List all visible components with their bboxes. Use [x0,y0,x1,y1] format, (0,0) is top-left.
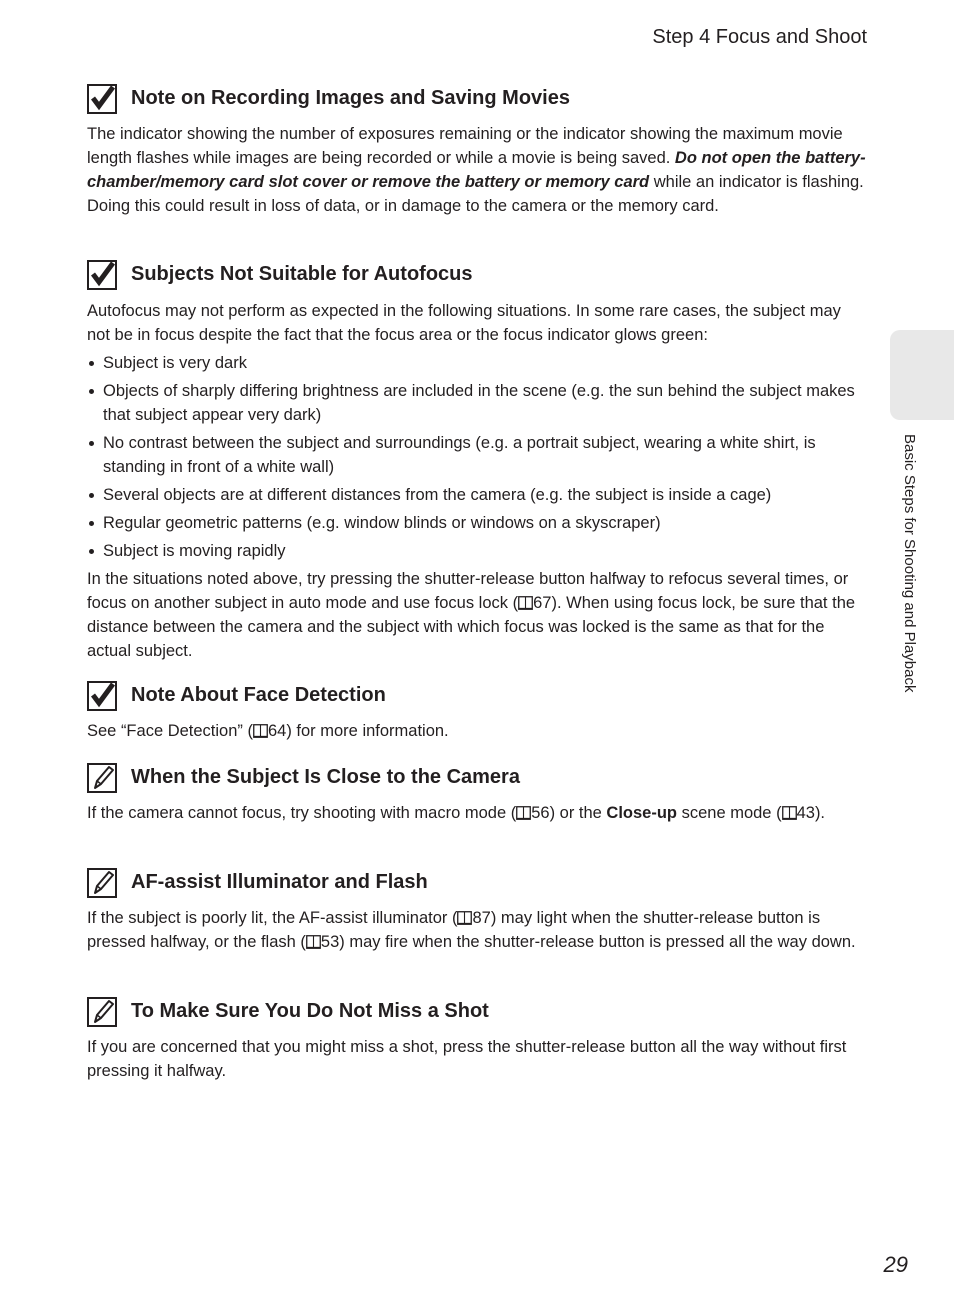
section-heading: Subjects Not Suitable for Autofocus [131,263,473,285]
section-header [87,84,867,114]
caution-check-icon [87,260,117,290]
book-reference-icon [253,724,268,738]
book-reference-icon [306,935,321,949]
pencil-note-icon [87,868,117,898]
section-body: See “Face Detection” ( 64) for more information. [87,722,449,740]
section-header [87,681,867,711]
section-header [87,763,867,793]
section-face-detection [87,681,867,743]
section-body: If the subject is poorly lit, the AF-assist illuminator ( 87) may light when the shutter-release button is pressed halfway, or the flash ( 53) may fire when the shutter-release button is pressed all the way down. [87,909,856,951]
section-header [87,260,867,290]
section-outro: In the situations noted above, try pressing the shutter-release button halfway to refocus several times, or focus on another subject in auto mode and use focus lock ( 67). When using focus lock, be sure that the distance between the camera and the subject with which focus was locked is the same as that for the actual subject. [87,570,856,660]
list-item: Subject is moving rapidly [87,539,867,563]
caution-check-icon [87,681,117,711]
list-item: Regular geometric patterns (e.g. window blinds or windows on a skyscraper) [87,511,867,535]
list-item: Subject is very dark [87,351,867,375]
book-reference-icon [516,806,531,820]
book-reference-icon [518,596,533,610]
pencil-note-icon [87,763,117,793]
book-reference-icon [457,911,472,925]
section-header [87,997,867,1027]
section-af-assist [87,868,867,954]
list-item: No contrast between the subject and surroundings (e.g. a portrait subject, wearing a white shirt, is standing in front of a white wall) [87,431,867,479]
section-body: If you are concerned that you might miss a shot, press the shutter-release button all the way without first pressing it halfway. [87,1038,847,1080]
book-reference-icon [782,806,797,820]
pencil-note-icon [87,997,117,1027]
section-close-subject [87,763,867,825]
section-body: The indicator showing the number of exposures remaining or the indicator showing the maximum movie length flashes while images are being recorded or while a movie is being saved. Do not open the battery-chamber/memory card slot cover or remove the battery or memory card while an indicator is flashing. Doing this could result in loss of data, or in damage to the camera or the memory card. [87,125,866,215]
chapter-tab-label: Basic Steps for Shooting and Playback [901,434,918,693]
list-item: Several objects are at different distances from the camera (e.g. the subject is inside a cage) [87,483,867,507]
section-heading: Note on Recording Images and Saving Movies [131,87,570,109]
chapter-tab [890,330,954,420]
page-number: 29 [883,1252,908,1277]
section-body: If the camera cannot focus, try shooting with macro mode ( 56) or the Close-up scene mode ( 43). [87,804,826,822]
section-heading: Note About Face Detection [131,684,386,706]
section-header [87,868,867,898]
section-heading: To Make Sure You Do Not Miss a Shot [131,1000,489,1022]
list-item: Objects of sharply differing brightness are included in the scene (e.g. the sun behind the subject makes that subject appear very dark) [87,379,867,427]
section-heading: AF-assist Illuminator and Flash [131,871,428,893]
section-intro: Autofocus may not perform as expected in the following situations. In some rare cases, the subject may not be in focus despite the fact that the focus area or the focus indicator glows green: [87,302,841,344]
section-recording [87,84,867,218]
caution-check-icon [87,84,117,114]
section-autofocus [87,260,867,663]
page-header-title: Step 4 Focus and Shoot [652,26,867,48]
bullet-list [87,351,867,563]
section-miss-shot [87,997,867,1083]
section-heading: When the Subject Is Close to the Camera [131,766,520,788]
